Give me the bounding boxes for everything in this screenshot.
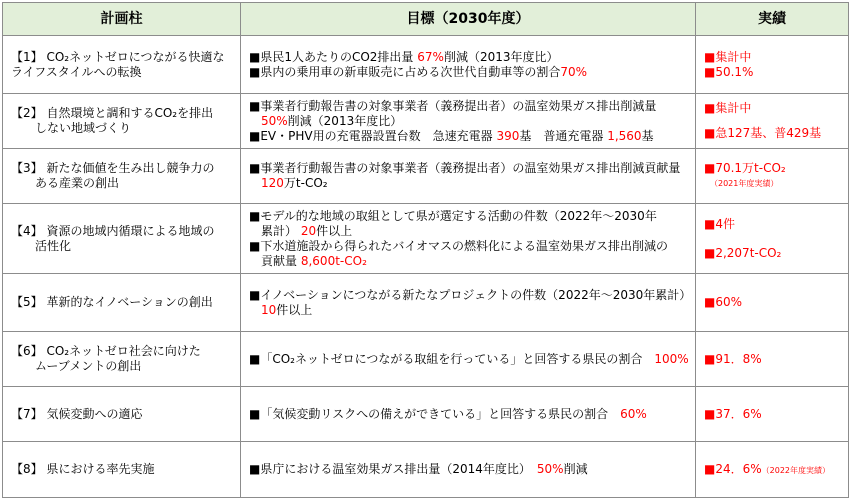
goal-cell: ■モデル的な地域の取組として県が選定する活動の件数（2022年～2030年 累計） 20件以上 ■下水道施設から得られたバイオマスの燃料化による温室効果ガス排出削減の 貢献量 8,600t-CO₂ (241, 204, 696, 274)
header-goal: 目標（2030年度） (241, 3, 696, 36)
goal-cell: ■事業者行動報告書の対象事業者（義務提出者）の温室効果ガス排出削減量 50%削減（2013年度比） ■EV・PHV用の充電器設置台数 急速充電器 390基 普通充電器 1,560基 (241, 94, 696, 149)
pillar-cell: 【1】 CO₂ネットゼロにつながる快適な ライフスタイルへの転換 (3, 36, 241, 94)
result-cell: ■集計中 ■急127基、普429基 (696, 94, 849, 149)
pillar-cell: 【5】 革新的なイノベーションの創出 (3, 274, 241, 332)
table-row (3, 442, 849, 498)
pillar-cell: 【4】 資源の地域内循環による地域の 活性化 (3, 204, 241, 274)
goal-cell: ■県民1人あたりのCO2排出量 67%削減（2013年度比） ■県内の乗用車の新車販売に占める次世代自動車等の割合70% (241, 36, 696, 94)
result-cell: ■37．6% (696, 387, 849, 442)
table-row (3, 387, 849, 442)
goal-cell: ■県庁における温室効果ガス排出量（2014年度比） 50%削減 (241, 442, 696, 498)
pillar-cell: 【6】 CO₂ネットゼロ社会に向けた ムーブメントの創出 (3, 332, 241, 387)
header-pillar: 計画柱 (3, 3, 241, 36)
result-cell: ■70.1万t-CO₂ （2021年度実績） (696, 149, 849, 204)
table-row (3, 94, 849, 149)
result-cell: ■4件 ■2,207t-CO₂ (696, 204, 849, 274)
result-cell: ■91．8% (696, 332, 849, 387)
goal-cell: ■イノベーションにつながる新たなプロジェクトの件数（2022年～2030年累計） 10件以上 (241, 274, 696, 332)
table-row (3, 149, 849, 204)
plan-table (2, 2, 849, 498)
header-row (3, 3, 849, 36)
pillar-cell: 【2】 自然環境と調和するCO₂を排出 しない地域づくり (3, 94, 241, 149)
table-row (3, 332, 849, 387)
goal-cell: ■事業者行動報告書の対象事業者（義務提出者）の温室効果ガス排出削減貢献量 120万t-CO₂ (241, 149, 696, 204)
header-result: 実績 (696, 3, 849, 36)
pillar-cell: 【3】 新たな価値を生み出し競争力の ある産業の創出 (3, 149, 241, 204)
table-row (3, 36, 849, 94)
pillar-cell: 【8】 県における率先実施 (3, 442, 241, 498)
result-cell: ■集計中 ■50.1% (696, 36, 849, 94)
goal-cell: ■「CO₂ネットゼロにつながる取組を行っている」と回答する県民の割合 100% (241, 332, 696, 387)
table-row (3, 204, 849, 274)
pillar-cell: 【7】 気候変動への適応 (3, 387, 241, 442)
goal-cell: ■「気候変動リスクへの備えができている」と回答する県民の割合 60% (241, 387, 696, 442)
result-cell: ■24．6%（2022年度実績） (696, 442, 849, 498)
table-row (3, 274, 849, 332)
result-cell: ■60% (696, 274, 849, 332)
